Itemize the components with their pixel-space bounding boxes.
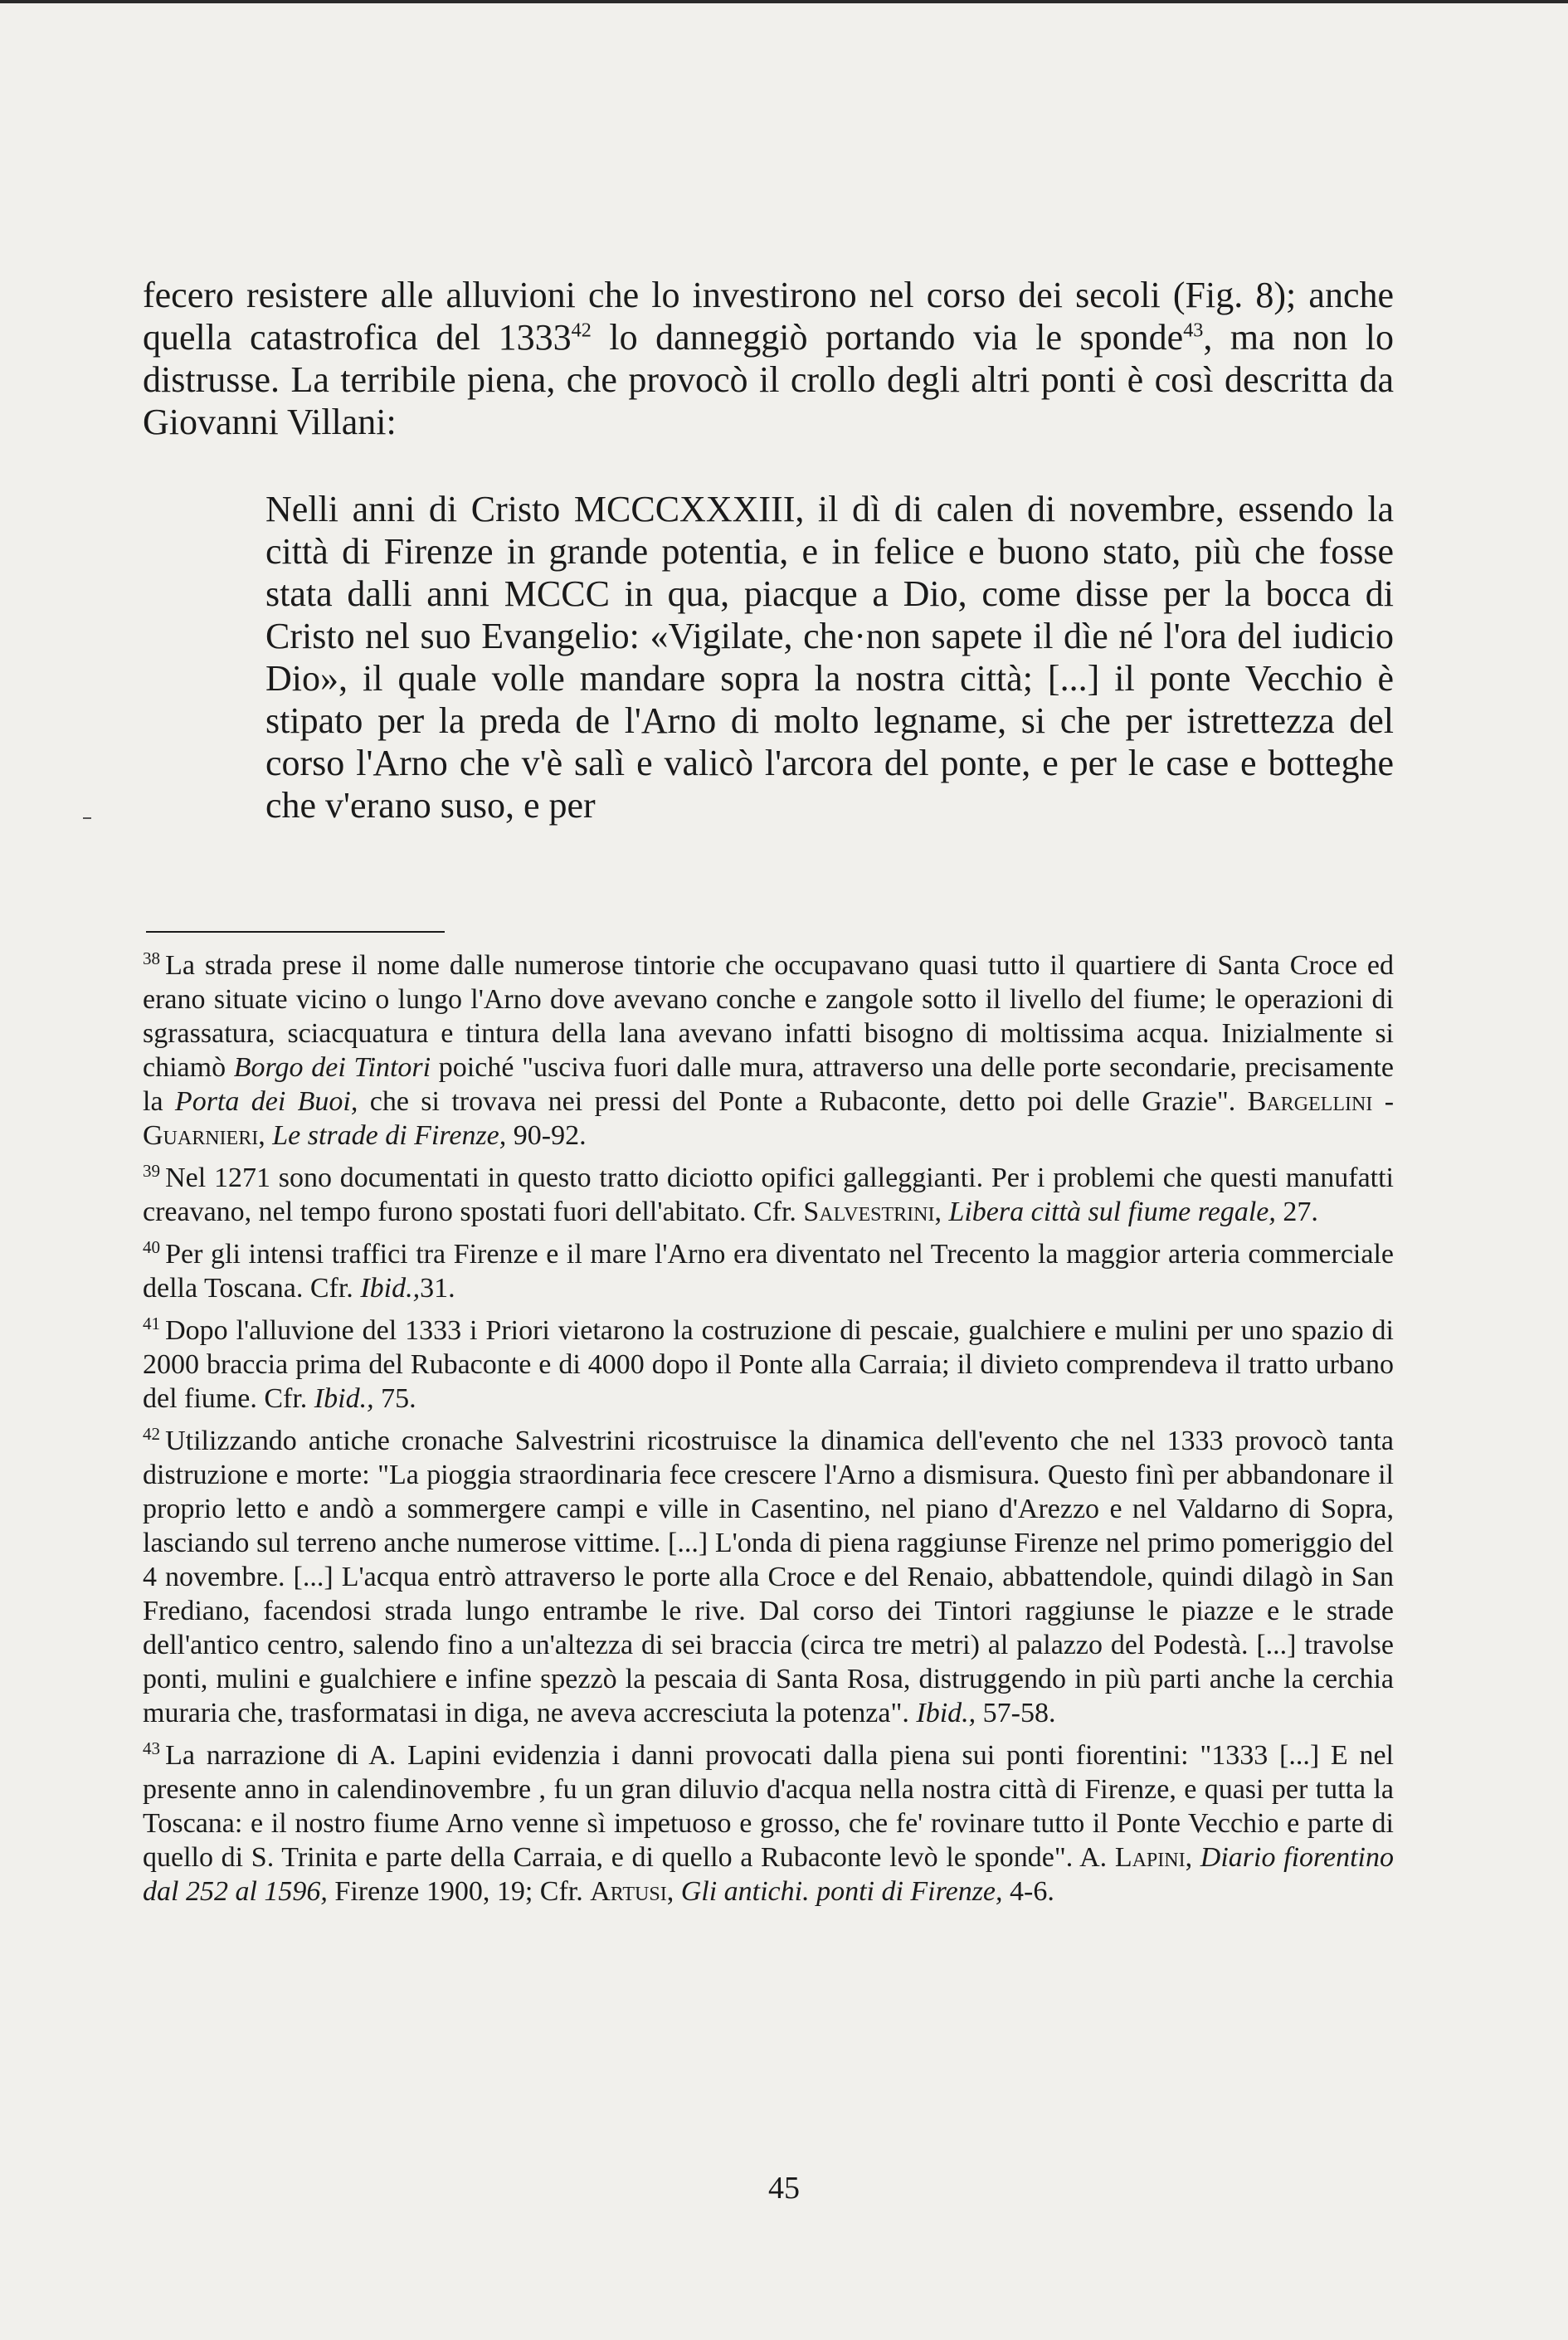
quote-text: Nelli anni di Cristo MCCCXXXIII, il dì di calen di novembre, essendo la città di Firenze in grande potentia, e in felice e buono stato, più che fosse stata dalli anni MCCC in qua, piacque a Dio, come disse per la bocca di Cristo nel suo Evangelio: «Vigilate, che·non sapete il dìe né l'ora del iudicio Dio», il quale volle mandare sopra la nostra città; [...] il ponte Vecchio è stipato per la preda de l'Arno di molto legname, si che per istrettezza del corso l'Arno che v'è salì e valicò l'arcora del ponte, e per le case e botteghe che v'erano suso, e per xyxy=(265,489,1394,826)
footnote-39: $^{39}$ Nel 1271 sono documentati in questo tratto diciotto opifici galleggianti. Per i problemi che questi manufatti creavano, nel tempo furono spostati fuori dell'abitato. Cfr. Salvestrini, Libera città sul fiume regale, 27. xyxy=(143,1160,1394,1227)
page-top-edge xyxy=(0,0,1568,3)
roman-year: MCCCXXXIII xyxy=(573,489,796,529)
block-quote-villani xyxy=(265,488,1394,826)
footnote-number: 41 xyxy=(143,1313,161,1333)
footnote-number: 39 xyxy=(143,1160,161,1181)
author-name: Salvestrini xyxy=(803,1197,935,1227)
author-name: Bargellini - Guarnieri xyxy=(143,1086,1395,1151)
author-name: Artusi xyxy=(590,1876,667,1907)
footnote-41: $^{41}$ Dopo l'alluvione del 1333 i Priori vietarono la costruzione di pescaie, gualchiere e mulini per uno spazio di 2000 braccia prima del Rubaconte e di 4000 dopo il Ponte alla Carraia; il divieto comprendeva il tratto urbano del fiume. Cfr. Ibid., 75. xyxy=(143,1313,1394,1414)
margin-mark xyxy=(83,817,91,819)
footnote-separator xyxy=(146,931,445,933)
main-paragraph xyxy=(143,274,1394,443)
footnote-43: $^{43}$ La narrazione di A. Lapini evidenzia i danni provocati dalla piena sui ponti fiorentini: "1333 [...] E nel presente anno in calendinovembre , fu un gran diluvio d'acqua nella nostra città di Firenze, e quasi per tutta la Toscana: e il nostro fiume Arno venne sì impetuoso e grosso, che fe' rovinare tutto il Ponte Vecchio e parte di quello di S. Trinita e parte della Carraia, e di quello a Rubaconte levò le sponde". A. Lapini, Diario fiorentino dal 252 al 1596, Firenze 1900, 19; Cfr. Artusi, Gli antichi. ponti di Firenze, 4-6. xyxy=(143,1738,1394,1907)
footnote-number: 38 xyxy=(143,948,161,968)
footnote-42: $^{42}$ Utilizzando antiche cronache Salvestrini ricostruisce la dinamica dell'evento che nel 1333 provocò tanta distruzione e morte: "La pioggia straordinaria fece crescere l'Arno a dismisura. Questo finì per abbandonare il proprio letto e andò a sommergere campi e ville in Casentino, nel piano d'Arezzo e nel Valdarno di Sopra, lasciando sul terreno anche numerose vittime. [...] L'onda di piena raggiunse Firenze nel primo pomeriggio del 4 novembre. [...] L'acqua entrò attraverso le porte alla Croce e del Renaio, abbattendole, quindi dilagò in San Frediano, facendosi strada lungo entrambe le rive. Dal corso dei Tintori raggiunse le piazze e le strade dell'antico centro, salendo fino a un'altezza di sei braccia (circa tre metri) al palazzo del Podestà. [...] travolse ponti, mulini e gualchiere e infine spezzò la pescaia di Santa Rosa, distruggendo in più parti anche la cerchia muraria che, trasformatasi in diga, ne aveva accresciuta la potenza". Ibid., 57-58. xyxy=(143,1423,1394,1728)
footnote-40: $^{40}$ Per gli intensi traffici tra Firenze e il mare l'Arno era diventato nel Trecento la maggior arteria commerciale della Toscana. Cfr. Ibid.,31. xyxy=(143,1236,1394,1304)
footnote-number: 40 xyxy=(143,1236,161,1257)
footnote-number: 42 xyxy=(143,1423,161,1444)
footnote-number: 43 xyxy=(143,1738,161,1758)
footnote-ref-42[interactable]: 42 xyxy=(571,319,592,342)
paragraph-text: fecero resistere alle alluvioni che lo investirono nel corso dei secoli (Fig. 8); anche quella catastrofica del 1333$^{42}$ lo danneggiò portando via le sponde$^{43}$, ma non lo distrusse. La terribile piena, che provocò il crollo degli altri ponti è così descritta da Giovanni Villani: xyxy=(143,275,1395,442)
footnote-ref-43[interactable]: 43 xyxy=(1183,319,1204,342)
page-number: 45 xyxy=(768,2171,800,2206)
author-name: Lapini xyxy=(1114,1842,1186,1873)
footnotes-section xyxy=(143,948,1394,1917)
footnote-38: $^{38}$ La strada prese il nome dalle numerose tintorie che occupavano quasi tutto il quartiere di Santa Croce ed erano situate vicino o lungo l'Arno dove avevano conche e zangole sotto il livello del fiume; le operazioni di sgrassatura, sciacquatura e tintura della lana avevano infatti bisogno di moltissima acqua. Inizialmente si chiamò Borgo dei Tintori poiché "usciva fuori dalle mura, attraverso una delle porte secondarie, precisamente la Porta dei Buoi, che si trovava nei pressi del Ponte a Rubaconte, detto poi delle Grazie". Bargellini - Guarnieri, Le strade di Firenze, 90-92. xyxy=(143,948,1395,1151)
